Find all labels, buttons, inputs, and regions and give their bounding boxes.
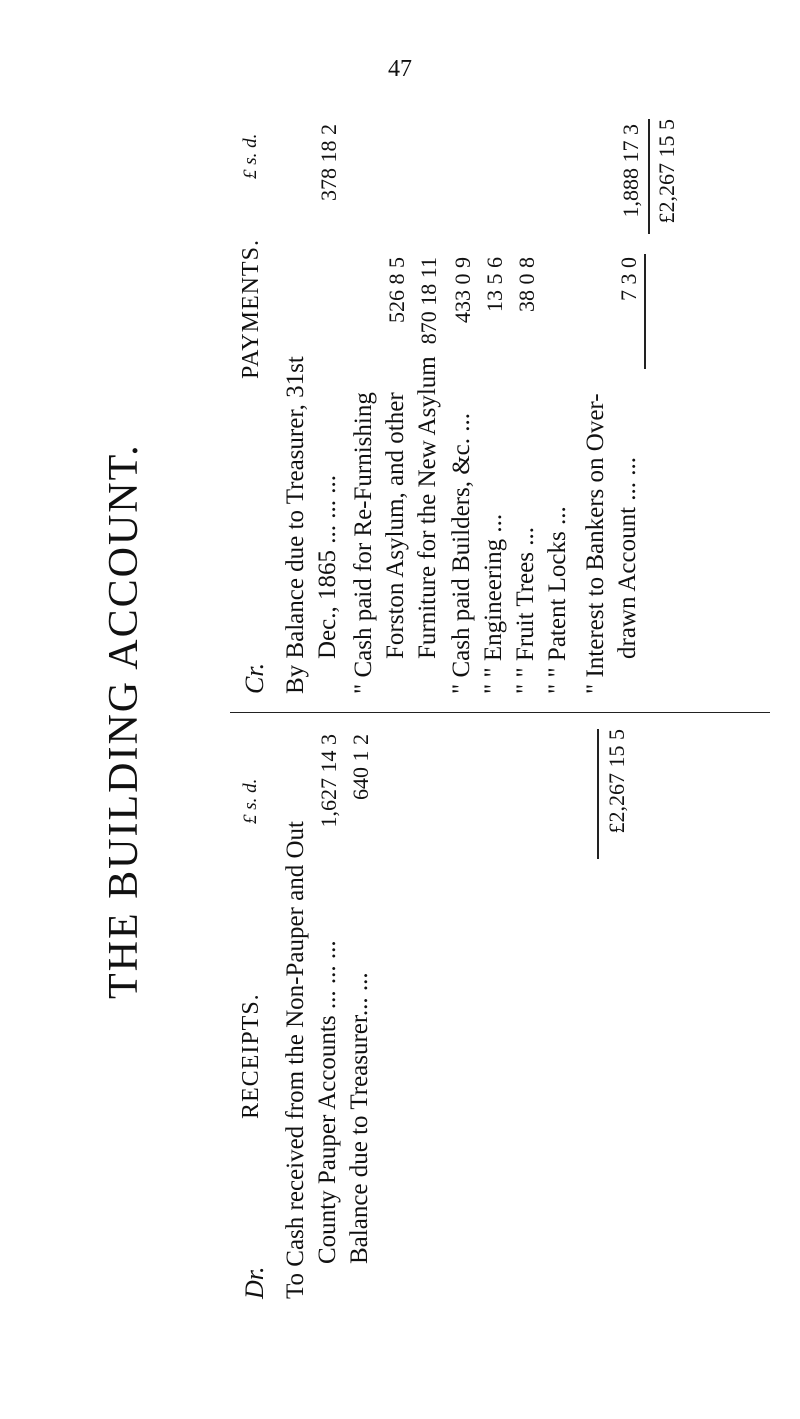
dr-label: Dr. bbox=[240, 1266, 269, 1299]
payments-total: £2,267 15 5 bbox=[654, 119, 679, 224]
account-title: THE BUILDING ACCOUNT. bbox=[101, 443, 147, 999]
payment-line-6: " Cash paid Builders, &c. ... bbox=[448, 412, 475, 694]
receipt-line-2: County Pauper Accounts ... ... ... bbox=[314, 940, 341, 1264]
payment-line-4: Forston Asylum, and other bbox=[382, 392, 409, 659]
receipt-line-3: Balance due to Treasurer... ... bbox=[346, 972, 373, 1264]
payment-line-8: " " Fruit Trees ... bbox=[512, 527, 539, 694]
payment-sub-amount-3: 433 0 9 bbox=[450, 257, 475, 323]
payments-sub-rule bbox=[644, 254, 646, 369]
payment-line-2: Dec., 1865 ... ... ... bbox=[314, 475, 341, 659]
cr-label: Cr. bbox=[240, 662, 269, 694]
receipt-amount-2: 1,627 14 3 bbox=[316, 734, 341, 828]
payments-currency-header: £ s. d. bbox=[240, 133, 261, 179]
payment-line-11: drawn Account ... ... bbox=[614, 456, 641, 659]
payment-sub-amount-2: 870 18 11 bbox=[416, 257, 441, 345]
payments-total-rule bbox=[648, 119, 650, 234]
payment-line-5: Furniture for the New Asylum bbox=[414, 356, 441, 659]
receipts-total: £2,267 15 5 bbox=[604, 729, 629, 834]
payment-line-10: " Interest to Bankers on Over- bbox=[582, 393, 609, 694]
payment-sub-amount-5: 38 0 8 bbox=[514, 257, 539, 312]
page-number: 47 bbox=[388, 56, 412, 82]
payments-heading: PAYMENTS. bbox=[238, 239, 264, 379]
payment-sub-amount-4: 13 5 6 bbox=[482, 257, 507, 312]
receipt-line-1: To Cash received from the Non-Pauper and Out bbox=[282, 821, 309, 1299]
payment-line-7: " " Engineering ... bbox=[480, 513, 507, 694]
payment-outer-amount-1: 378 18 2 bbox=[316, 124, 341, 201]
payment-line-1: By Balance due to Treasurer, 31st bbox=[282, 356, 309, 694]
receipts-heading: RECEIPTS. bbox=[238, 993, 264, 1119]
receipt-amount-3: 640 1 2 bbox=[348, 734, 373, 800]
payment-line-9: " " Patent Locks ... bbox=[544, 506, 571, 694]
payment-sub-amount-6: 7 3 0 bbox=[616, 257, 641, 301]
payment-sub-amount-1: 526 8 5 bbox=[384, 257, 409, 323]
payment-outer-amount-2: 1,888 17 3 bbox=[618, 124, 643, 218]
payment-line-3: " Cash paid for Re-Furnishing bbox=[350, 392, 377, 694]
receipts-total-rule bbox=[597, 729, 599, 859]
column-divider bbox=[230, 712, 770, 713]
receipts-currency-header: £ s. d. bbox=[240, 778, 261, 824]
